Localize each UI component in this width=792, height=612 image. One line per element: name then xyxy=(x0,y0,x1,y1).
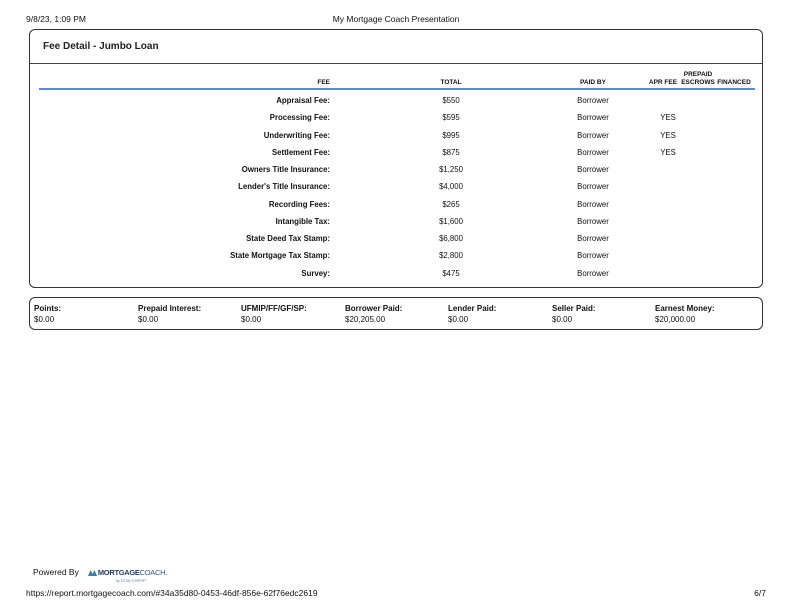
print-datetime: 9/8/23, 1:09 PM xyxy=(26,14,87,24)
fee-row xyxy=(30,127,762,144)
prepaid-line2: ESCROWS xyxy=(681,79,715,86)
fee-total: $875 xyxy=(442,147,460,157)
summary-card xyxy=(29,297,763,330)
fee-paid-by: Borrower xyxy=(577,130,609,140)
summary-label: Borrower Paid: xyxy=(345,304,403,313)
fee-paid-by: Borrower xyxy=(577,216,609,226)
fee-paid-by: Borrower xyxy=(577,113,609,123)
fee-row xyxy=(30,230,762,247)
powered-by-label: Powered By xyxy=(33,567,79,577)
mortgage-coach-logo xyxy=(88,567,167,583)
logo-main: MORTGAGE xyxy=(97,567,140,577)
summary-value: $0.00 xyxy=(552,315,573,324)
fee-paid-by: Borrower xyxy=(577,268,609,278)
fee-detail-card xyxy=(29,29,763,288)
fee-total: $475 xyxy=(442,268,460,278)
summary-value: $0.00 xyxy=(138,315,159,324)
page-number: 6/7 xyxy=(754,588,766,598)
summary-label: Prepaid Interest: xyxy=(138,304,202,313)
fee-paid-by: Borrower xyxy=(577,182,609,192)
fee-name: Settlement Fee: xyxy=(271,147,330,157)
column-header-prepaid-escrows xyxy=(680,71,716,87)
summary-item xyxy=(448,303,496,326)
fee-total: $4,000 xyxy=(439,182,463,192)
fee-name: Underwriting Fee: xyxy=(263,130,330,140)
fee-total: $1,250 xyxy=(439,165,463,174)
fee-paid-by: Borrower xyxy=(577,147,609,157)
fee-name: Processing Fee: xyxy=(269,113,330,123)
fee-row xyxy=(30,196,762,213)
summary-item xyxy=(241,303,307,326)
fee-name: Survey: xyxy=(301,268,330,278)
summary-label: Lender Paid: xyxy=(448,304,497,313)
column-header-total: TOTAL xyxy=(440,79,462,86)
logo-wordmark xyxy=(98,568,167,577)
summary-item xyxy=(34,303,61,326)
fee-table-body xyxy=(30,92,762,282)
summary-value: $0.00 xyxy=(448,315,469,324)
powered-by xyxy=(33,567,167,583)
summary-label: Points: xyxy=(34,304,62,313)
fee-total: $6,800 xyxy=(439,234,463,243)
prepaid-line1: PREPAID xyxy=(683,71,713,78)
fee-total: $1,600 xyxy=(439,216,463,226)
fee-total: $995 xyxy=(442,130,460,140)
fee-paid-by: Borrower xyxy=(577,165,609,174)
fee-row xyxy=(30,178,762,195)
fee-name: Lender's Title Insurance: xyxy=(238,182,330,192)
column-header-apr-fee: APR FEE xyxy=(648,79,678,86)
fee-row xyxy=(30,247,762,264)
summary-value: $0.00 xyxy=(241,315,262,324)
fee-paid-by: Borrower xyxy=(577,251,609,261)
report-url-link[interactable]: https://report.mortgagecoach.com/#34a35d80-0453-46df-856e-62f76edc2619 xyxy=(26,588,318,598)
header-divider xyxy=(39,88,755,90)
fee-total: $2,800 xyxy=(439,251,463,261)
print-header xyxy=(26,14,766,26)
fee-name: Recording Fees: xyxy=(268,199,330,209)
column-header-fee: FEE xyxy=(317,79,330,86)
summary-label: Earnest Money: xyxy=(655,304,715,313)
fee-row xyxy=(30,109,762,126)
fee-total: $265 xyxy=(442,199,460,209)
fee-apr: YES xyxy=(660,147,676,157)
logo-mark-icon xyxy=(88,569,97,576)
summary-value: $20,000.00 xyxy=(655,315,696,324)
fee-row xyxy=(30,92,762,109)
fee-row xyxy=(30,213,762,230)
fee-paid-by: Borrower xyxy=(577,199,609,209)
fee-name: State Mortgage Tax Stamp: xyxy=(230,251,330,261)
column-header-paid-by: PAID BY xyxy=(580,79,606,86)
fee-row xyxy=(30,265,762,282)
fee-paid-by: Borrower xyxy=(577,96,609,105)
fee-name: Owners Title Insurance: xyxy=(241,165,330,174)
summary-value: $20,205.00 xyxy=(345,315,386,324)
fee-paid-by: Borrower xyxy=(577,234,609,243)
fee-total: $595 xyxy=(442,113,460,123)
fee-name: Intangible Tax: xyxy=(275,216,330,226)
summary-item xyxy=(655,303,715,326)
logo-subtext: by TOTAL EXPERT xyxy=(115,578,147,583)
fee-apr: YES xyxy=(660,113,676,123)
summary-label: Seller Paid: xyxy=(552,304,596,313)
fee-apr: YES xyxy=(660,130,676,140)
fee-name: State Deed Tax Stamp: xyxy=(246,234,330,243)
title-divider xyxy=(30,63,762,64)
logo-accent: COACH. xyxy=(139,567,167,577)
fee-name: Appraisal Fee: xyxy=(276,96,330,105)
summary-label: UFMIP/FF/GF/SP: xyxy=(241,304,307,313)
summary-item xyxy=(345,303,402,326)
summary-item xyxy=(552,303,596,326)
fee-detail-title: Fee Detail - Jumbo Loan xyxy=(43,41,159,52)
summary-value: $0.00 xyxy=(34,315,55,324)
fee-total: $550 xyxy=(442,96,460,105)
column-header-financed: FINANCED xyxy=(717,79,751,86)
summary-item xyxy=(138,303,201,326)
fee-row xyxy=(30,161,762,178)
fee-row xyxy=(30,144,762,161)
print-title: My Mortgage Coach Presentation xyxy=(332,14,460,24)
